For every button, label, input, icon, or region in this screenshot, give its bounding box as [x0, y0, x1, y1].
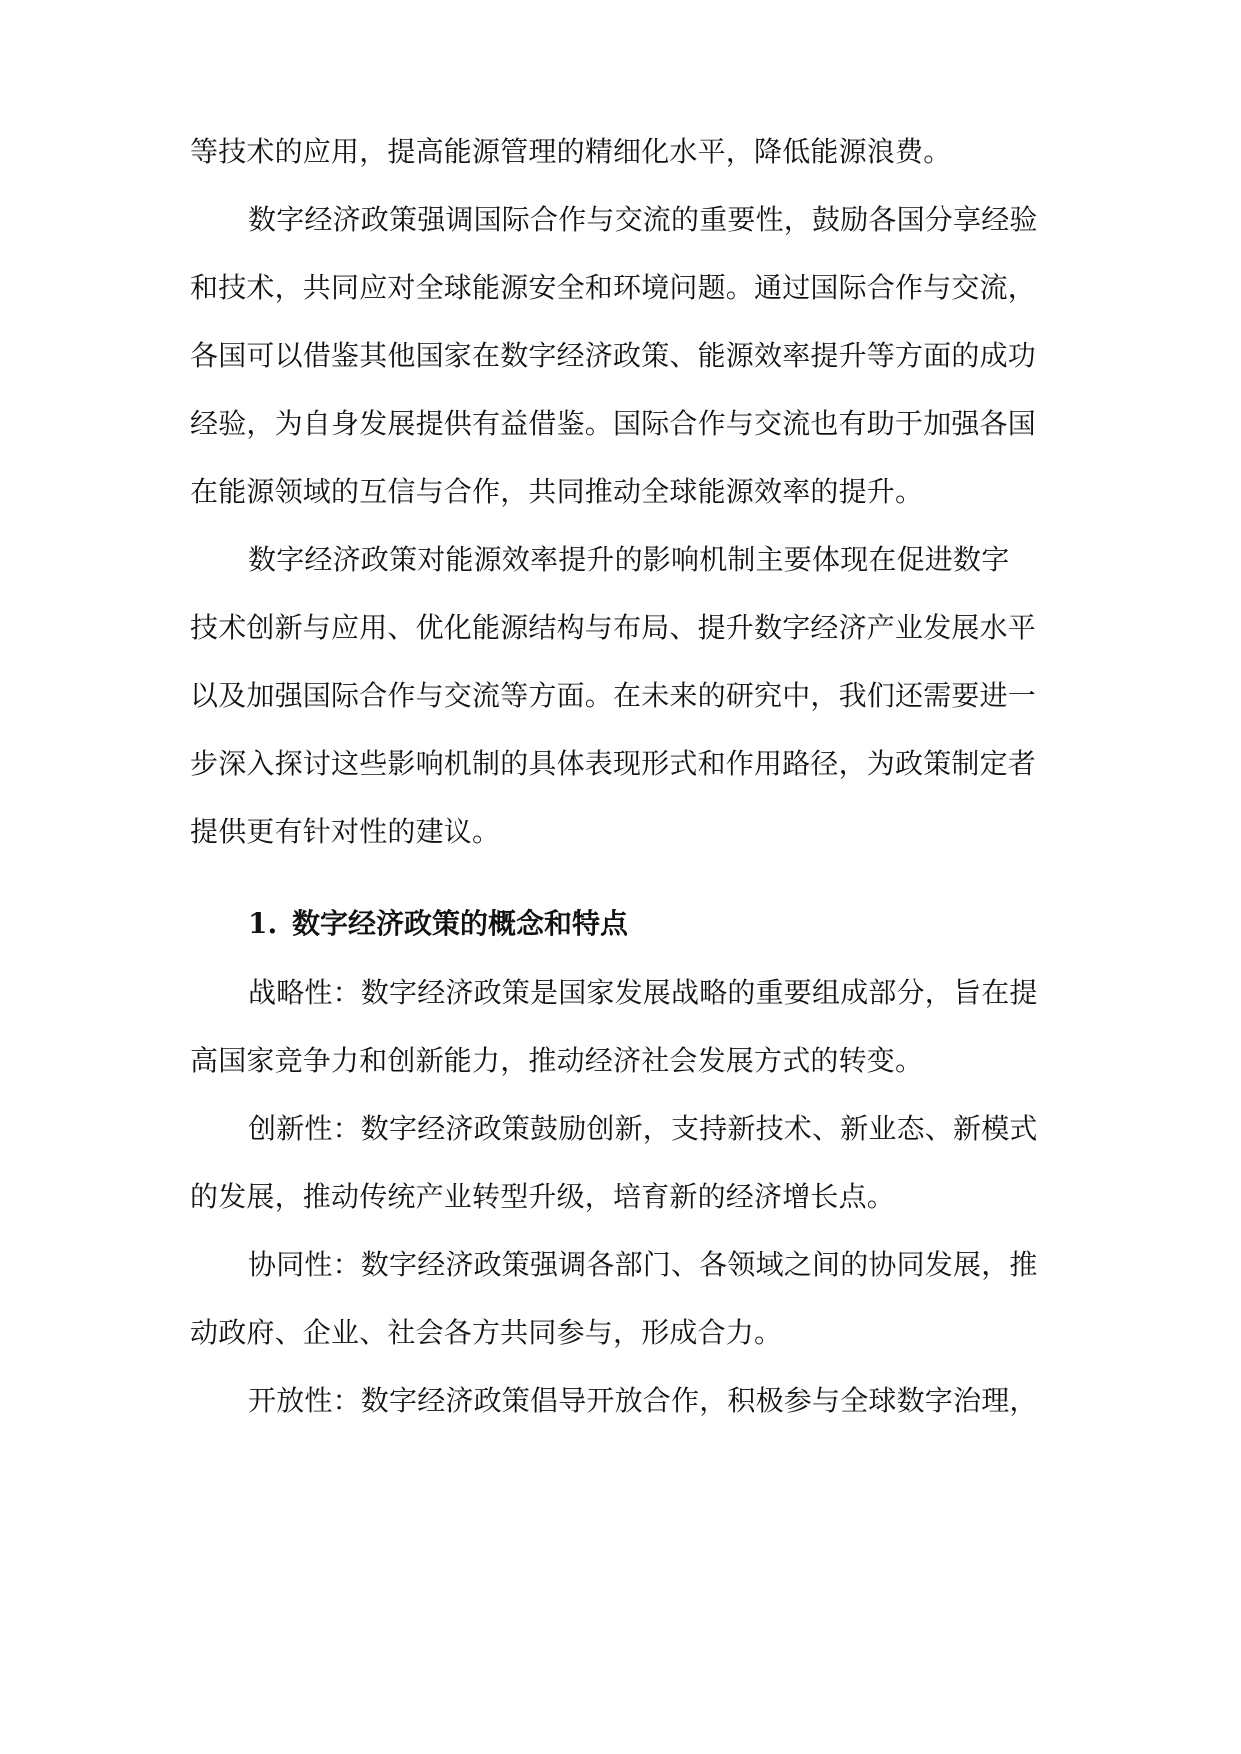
paragraph-line: 在能源领域的互信与合作，共同推动全球能源效率的提升。 — [190, 475, 924, 508]
paragraph-line: 步深入探讨这些影响机制的具体表现形式和作用路径，为政策制定者 — [190, 747, 1037, 780]
paragraph-line: 和技术，共同应对全球能源安全和环境问题。通过国际合作与交流， — [190, 271, 1037, 304]
paragraph-line: 提供更有针对性的建议。 — [190, 815, 501, 848]
paragraph-line: 技术创新与应用、优化能源结构与布局、提升数字经济产业发展水平 — [190, 611, 1037, 644]
section-number: 1. — [248, 907, 278, 940]
paragraph-line: 等技术的应用，提高能源管理的精细化水平，降低能源浪费。 — [190, 135, 952, 168]
paragraph-line: 各国可以借鉴其他国家在数字经济政策、能源效率提升等方面的成功 — [190, 339, 1037, 372]
section-title: 数字经济政策的概念和特点 — [292, 907, 629, 940]
paragraph-line: 经验，为自身发展提供有益借鉴。国际合作与交流也有助于加强各国 — [190, 407, 1037, 440]
section-heading — [248, 904, 1060, 944]
paragraph-line: 开放性：数字经济政策倡导开放合作，积极参与全球数字治理， — [248, 1384, 1038, 1417]
paragraph-line: 数字经济政策对能源效率提升的影响机制主要体现在促进数字 — [248, 543, 1010, 576]
paragraph-line: 动政府、企业、社会各方共同参与，形成合力。 — [190, 1316, 783, 1349]
paragraph-line: 高国家竞争力和创新能力，推动经济社会发展方式的转变。 — [190, 1044, 924, 1077]
paragraph-line: 以及加强国际合作与交流等方面。在未来的研究中，我们还需要进一 — [190, 679, 1037, 712]
paragraph-line: 创新性：数字经济政策鼓励创新，支持新技术、新业态、新模式 — [248, 1112, 1038, 1145]
paragraph-line: 的发展，推动传统产业转型升级，培育新的经济增长点。 — [190, 1180, 896, 1213]
paragraph-line: 战略性：数字经济政策是国家发展战略的重要组成部分，旨在提 — [248, 976, 1038, 1009]
paragraph-line: 数字经济政策强调国际合作与交流的重要性，鼓励各国分享经验 — [248, 203, 1038, 236]
paragraph-line: 协同性：数字经济政策强调各部门、各领域之间的协同发展，推 — [248, 1248, 1038, 1281]
